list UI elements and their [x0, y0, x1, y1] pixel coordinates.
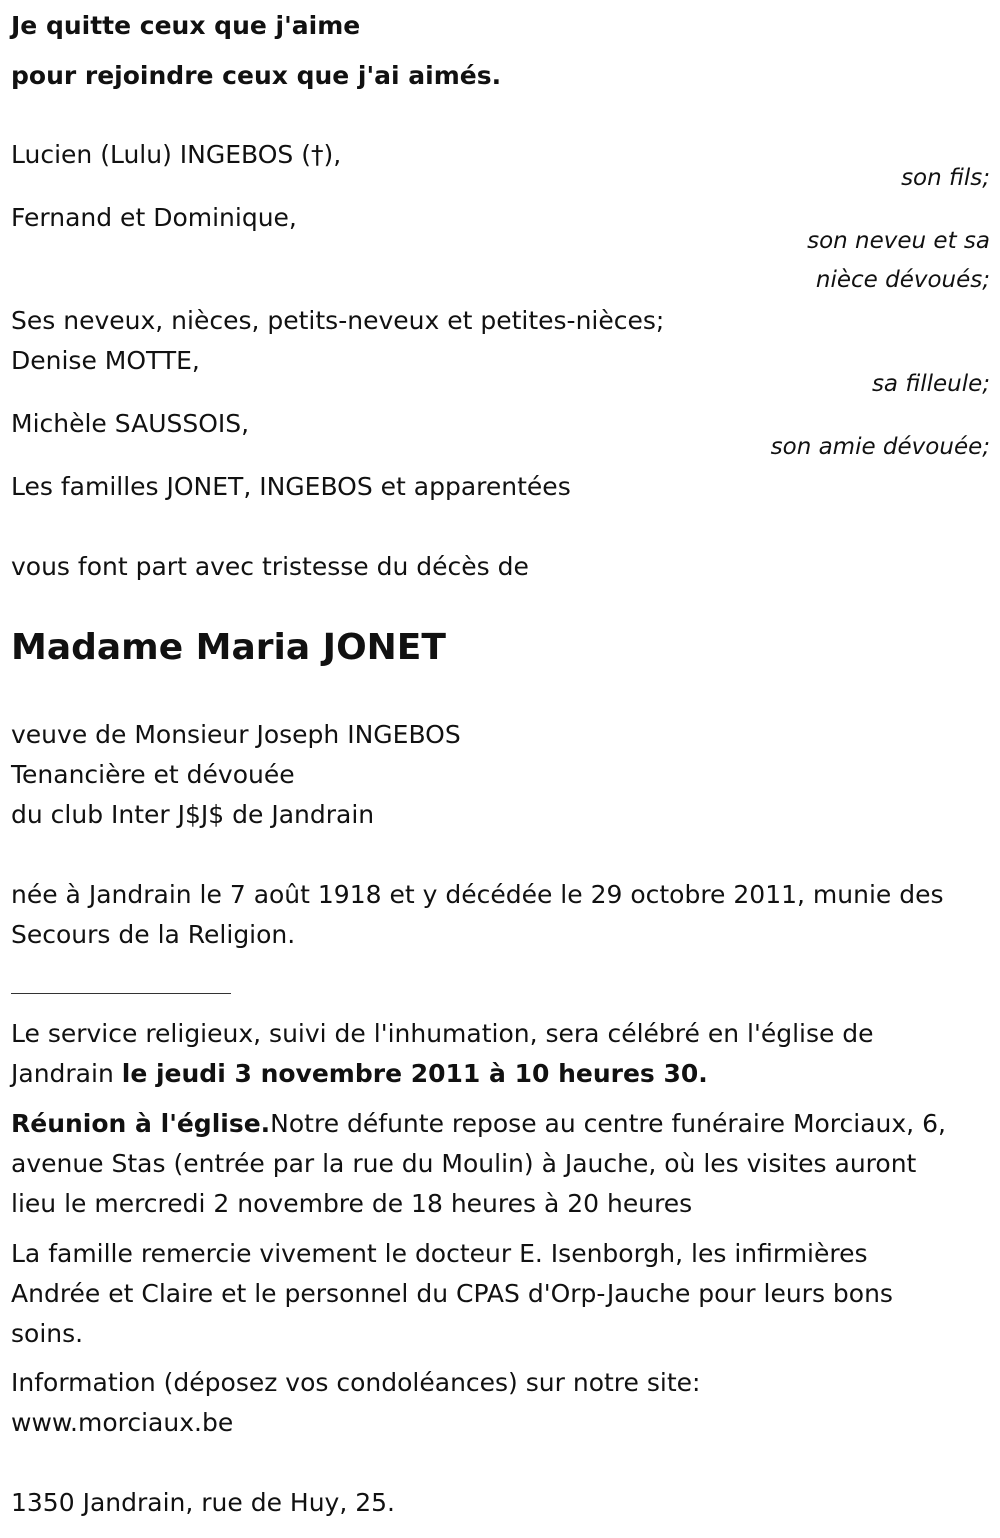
mourner-neveux-nieces: Ses neveux, nièces, petits-neveux et petites-nièces;	[11, 306, 665, 335]
mourner-lucien: Lucien (Lulu) INGEBOS (†),	[11, 140, 342, 169]
birth-death-line-1: née à Jandrain le 7 août 1918 et y décédée le 29 octobre 2011, munie des	[11, 880, 944, 909]
service-date-time: le jeudi 3 novembre 2011 à 10 heures 30.	[121, 1059, 708, 1088]
deceased-club-line: du club Inter J$J$ de Jandrain	[11, 800, 375, 829]
deceased-widow-line: veuve de Monsieur Joseph INGEBOS	[11, 720, 461, 749]
reunion-line-1	[11, 1104, 946, 1144]
service-line-1: Le service religieux, suivi de l'inhumation, sera célébré en l'église de	[11, 1019, 874, 1048]
quote-line-1: Je quitte ceux que j'aime	[11, 11, 361, 40]
separator-rule	[11, 993, 231, 994]
thanks-line-1: La famille remercie vivement le docteur E. Isenborgh, les infirmières	[11, 1239, 868, 1268]
birth-death-line-2: Secours de la Religion.	[11, 920, 296, 949]
relation-amie-devouee: son amie dévouée;	[770, 434, 990, 460]
reunion-line-3: lieu le mercredi 2 novembre de 18 heures à 20 heures	[11, 1189, 693, 1218]
thanks-line-2: Andrée et Claire et le personnel du CPAS d'Orp-Jauche pour leurs bons	[11, 1279, 893, 1308]
relation-filleule: sa filleule;	[871, 371, 990, 397]
deceased-name: Madame Maria JONET	[11, 627, 446, 668]
info-line: Information (déposez vos condoléances) sur notre site:	[11, 1368, 701, 1397]
relation-son-fils: son fils;	[901, 165, 990, 191]
mourner-denise-motte: Denise MOTTE,	[11, 346, 200, 375]
mourner-michele-saussois: Michèle SAUSSOIS,	[11, 409, 250, 438]
relation-neveu-niece-line-1: son neveu et sa	[807, 228, 990, 254]
service-line-2-prefix: Jandrain	[11, 1059, 122, 1088]
reunion-line-1-text: Notre défunte repose au centre funéraire Morciaux, 6,	[270, 1109, 946, 1138]
reunion-heading: Réunion à l'église.	[11, 1109, 271, 1138]
deceased-role-line: Tenancière et dévouée	[11, 760, 295, 789]
reunion-line-2: avenue Stas (entrée par la rue du Moulin) à Jauche, où les visites auront	[11, 1149, 917, 1178]
mourner-fernand-dominique: Fernand et Dominique,	[11, 203, 297, 232]
service-line-2	[11, 1054, 708, 1094]
relation-neveu-niece-line-2: nièce dévoués;	[815, 267, 990, 293]
thanks-line-3: soins.	[11, 1319, 84, 1348]
address: 1350 Jandrain, rue de Huy, 25.	[11, 1488, 395, 1517]
mourner-familles: Les familles JONET, INGEBOS et apparentées	[11, 472, 571, 501]
announcement: vous font part avec tristesse du décès de	[11, 552, 529, 581]
website-link[interactable]: www.morciaux.be	[11, 1408, 234, 1437]
quote-line-2: pour rejoindre ceux que j'ai aimés.	[11, 61, 502, 90]
